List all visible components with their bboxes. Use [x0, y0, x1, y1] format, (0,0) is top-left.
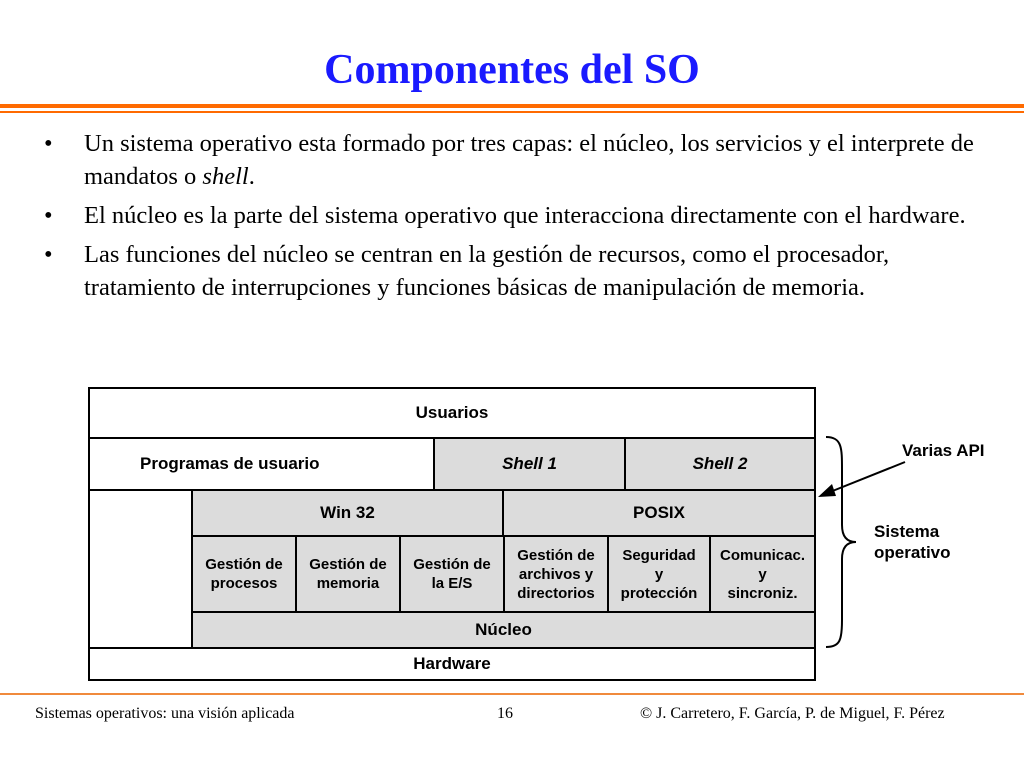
layer-usuarios — [88, 387, 816, 439]
module-line: archivos y — [518, 565, 594, 583]
operativo-line: operativo — [874, 543, 951, 562]
layer-shell2 — [624, 437, 816, 491]
brace-icon — [826, 437, 856, 647]
arrow-icon — [818, 462, 905, 497]
bullet-text-end: . — [248, 163, 255, 190]
module-archivos — [503, 535, 609, 613]
sistema-operativo-label — [874, 521, 951, 563]
module-line: la E/S — [431, 575, 473, 592]
layer-usuarios-label: Usuarios — [415, 403, 489, 422]
module-line: Gestión de — [413, 556, 491, 573]
layer-posix — [502, 489, 816, 537]
layer-nucleo — [191, 611, 816, 649]
module-line: Seguridad — [622, 546, 696, 564]
module-line: protección — [620, 584, 698, 602]
module-procesos — [191, 535, 297, 613]
module-line: sincroniz. — [727, 584, 798, 602]
sistema-line: Sistema — [874, 522, 940, 541]
bullet-text: Las funciones del núcleo se centran en la gestión de recursos, como el procesador, tratamiento de interrupciones y funciones básicas de manipulación de memoria. — [84, 241, 890, 301]
module-line: directorios — [517, 584, 595, 602]
bullet-dot-icon: • — [44, 130, 53, 157]
module-memoria — [295, 535, 401, 613]
module-line: Gestión de — [517, 546, 595, 564]
footer-left: Sistemas operativos: una visión aplicada — [35, 705, 295, 722]
footer-rule — [0, 693, 1024, 695]
bullet-text: Un sistema operativo esta formado por tres capas: el núcleo, los servicios y el interprete de mandatos o — [84, 130, 974, 190]
footer-page-number: 16 — [497, 705, 513, 722]
module-line: y — [758, 565, 767, 583]
module-seguridad — [607, 535, 711, 613]
module-line: Comunicac. — [719, 546, 806, 564]
layer-shell1 — [433, 437, 626, 491]
module-line: procesos — [210, 575, 278, 592]
posix-label: POSIX — [633, 503, 685, 522]
module-comunicacion — [709, 535, 816, 613]
varias-api-label: Varias API — [902, 441, 985, 460]
layer-hardware — [88, 647, 816, 681]
bullet-italic: shell — [202, 163, 249, 190]
module-line: Gestión de — [309, 556, 387, 573]
layer-win32 — [191, 489, 504, 537]
module-line: memoria — [316, 575, 380, 592]
shell2-label: Shell 2 — [692, 454, 748, 473]
module-es — [399, 535, 505, 613]
win32-label: Win 32 — [320, 503, 375, 522]
footer-right: © J. Carretero, F. García, P. de Miguel, F. Pérez — [640, 705, 945, 722]
module-line: y — [654, 565, 664, 583]
bullet-dot-icon: • — [44, 202, 53, 229]
layer-programas-usuario — [88, 437, 435, 491]
shell1-label: Shell 1 — [502, 454, 557, 473]
bullet-dot-icon: • — [44, 241, 53, 268]
module-line: Gestión de — [205, 556, 283, 573]
nucleo-label: Núcleo — [475, 620, 532, 639]
programas-usuario-label: Programas de usuario — [140, 454, 320, 473]
bullet-text: El núcleo es la parte del sistema operativo que interacciona directamente con el hardware. — [84, 202, 966, 229]
slide-title: Componentes del SO — [324, 47, 700, 93]
hardware-label: Hardware — [413, 654, 491, 673]
